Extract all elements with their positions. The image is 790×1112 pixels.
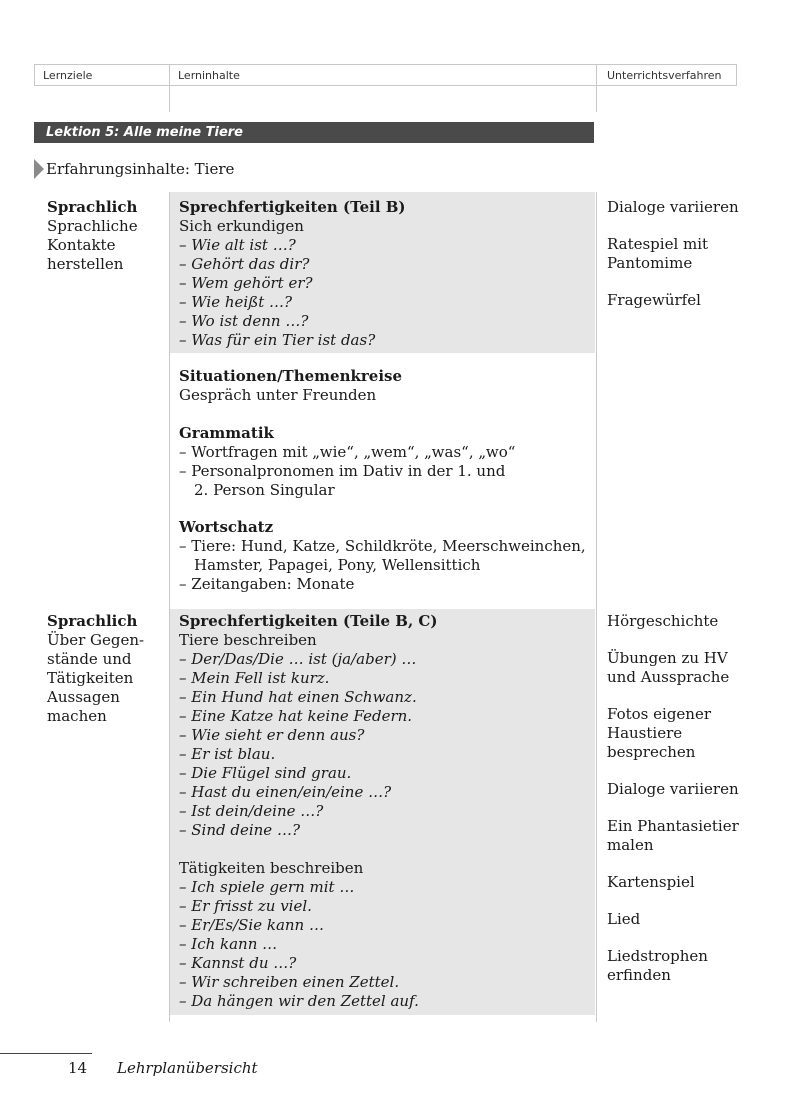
section1-grammar [170, 424, 595, 500]
grammar-title: Grammatik [179, 424, 274, 442]
section1-methods [607, 198, 739, 310]
goal-line: Sprachliche [47, 217, 138, 235]
list-item: – Wir schreiben einen Zettel. [179, 973, 400, 991]
method-item: Dialoge variieren [607, 780, 739, 798]
list-item: – Wie heißt …? [179, 293, 293, 311]
section2-speaking [170, 612, 595, 1011]
list-item: – Die Flügel sind grau. [179, 764, 352, 782]
page-number: 14 [68, 1059, 88, 1077]
list-item: – Sind deine …? [179, 821, 300, 839]
section1-speaking [170, 198, 595, 350]
method-item: Pantomime [607, 254, 693, 272]
lesson-title-banner: Lektion 5: Alle meine Tiere [34, 122, 594, 143]
header-unterrichtsverfahren: Unterrichtsverfahren [596, 64, 737, 86]
activities-subtitle: Tätigkeiten beschreiben [179, 859, 364, 877]
method-item: erfinden [607, 966, 671, 984]
method-item: Dialoge variieren [607, 198, 739, 216]
list-item: Hamster, Papagei, Pony, Wellensittich [194, 556, 481, 574]
goal-line: herstellen [47, 255, 124, 273]
section2-goal [47, 612, 144, 726]
list-item: – Personalpronomen im Dativ in der 1. und [179, 462, 506, 480]
column-divider [596, 86, 597, 112]
goal-line: stände und [47, 650, 132, 668]
situations-title: Situationen/Themenkreise [179, 367, 403, 385]
section2-speaking-title: Sprechfertigkeiten (Teile B, C) [179, 612, 438, 630]
goal-heading: Sprachlich [47, 612, 138, 630]
goal-heading: Sprachlich [47, 198, 138, 216]
list-item: – Er/Es/Sie kann … [179, 916, 324, 934]
list-item: – Der/Das/Die … ist (ja/aber) … [179, 650, 417, 668]
method-item: Übungen zu HV [607, 649, 728, 667]
column-divider [169, 86, 170, 112]
method-item: Liedstrophen [607, 947, 708, 965]
footer-title: Lehrplanübersicht [117, 1059, 258, 1077]
triangle-bullet-icon [34, 159, 44, 179]
header-lerninhalte: Lerninhalte [169, 64, 597, 86]
list-item: – Ich kann … [179, 935, 278, 953]
method-item: besprechen [607, 743, 696, 761]
section1-goal [47, 198, 138, 274]
header-lernziele: Lernziele [34, 64, 170, 86]
list-item: – Ein Hund hat einen Schwanz. [179, 688, 417, 706]
section1-vocab [170, 518, 595, 594]
method-item: Kartenspiel [607, 873, 695, 891]
goal-line: Tätigkeiten [47, 669, 134, 687]
list-item: – Ich spiele gern mit … [179, 878, 355, 896]
goal-line: Aussagen [47, 688, 120, 706]
method-item: Lied [607, 910, 641, 928]
list-item: – Zeitangaben: Monate [179, 575, 355, 593]
list-item: – Kannst du …? [179, 954, 297, 972]
list-item: – Tiere: Hund, Katze, Schildkröte, Meerschweinchen, [179, 537, 586, 555]
vocab-title: Wortschatz [179, 518, 274, 536]
situations-text: Gespräch unter Freunden [179, 386, 377, 404]
method-item: Hörgeschichte [607, 612, 719, 630]
list-item: 2. Person Singular [194, 481, 335, 499]
list-item: – Was für ein Tier ist das? [179, 331, 376, 349]
section1-situations [170, 367, 595, 405]
section2-methods [607, 612, 739, 985]
list-item: – Wie sieht er denn aus? [179, 726, 365, 744]
list-item: – Mein Fell ist kurz. [179, 669, 330, 687]
list-item: – Wem gehört er? [179, 274, 313, 292]
method-item: und Aussprache [607, 668, 730, 686]
list-item: – Da hängen wir den Zettel auf. [179, 992, 419, 1010]
section1-speaking-title: Sprechfertigkeiten (Teil B) [179, 198, 406, 216]
list-item: – Hast du einen/ein/eine …? [179, 783, 392, 801]
method-item: Ein Phantasietier [607, 817, 739, 835]
list-item: – Ist dein/deine …? [179, 802, 324, 820]
footer-rule [0, 1053, 92, 1054]
goal-line: Über Gegen- [47, 631, 145, 649]
section1-speaking-subtitle: Sich erkundigen [179, 217, 304, 235]
method-item: Fotos eigener [607, 705, 712, 723]
experience-heading [34, 158, 234, 180]
section2-speaking-subtitle: Tiere beschreiben [179, 631, 317, 649]
method-item: malen [607, 836, 654, 854]
method-item: Haustiere [607, 724, 683, 742]
list-item: – Er ist blau. [179, 745, 276, 763]
list-item: – Gehört das dir? [179, 255, 310, 273]
goal-line: Kontakte [47, 236, 116, 254]
method-item: Ratespiel mit [607, 235, 709, 253]
list-item: – Wie alt ist …? [179, 236, 296, 254]
list-item: – Wo ist denn …? [179, 312, 309, 330]
goal-line: machen [47, 707, 107, 725]
column-divider [596, 192, 597, 1022]
list-item: – Er frisst zu viel. [179, 897, 312, 915]
list-item: – Wortfragen mit „wie“, „wem“, „was“, „wo“ [179, 443, 516, 461]
experience-label: Erfahrungsinhalte: Tiere [46, 160, 235, 178]
method-item: Fragewürfel [607, 291, 701, 309]
list-item: – Eine Katze hat keine Federn. [179, 707, 413, 725]
